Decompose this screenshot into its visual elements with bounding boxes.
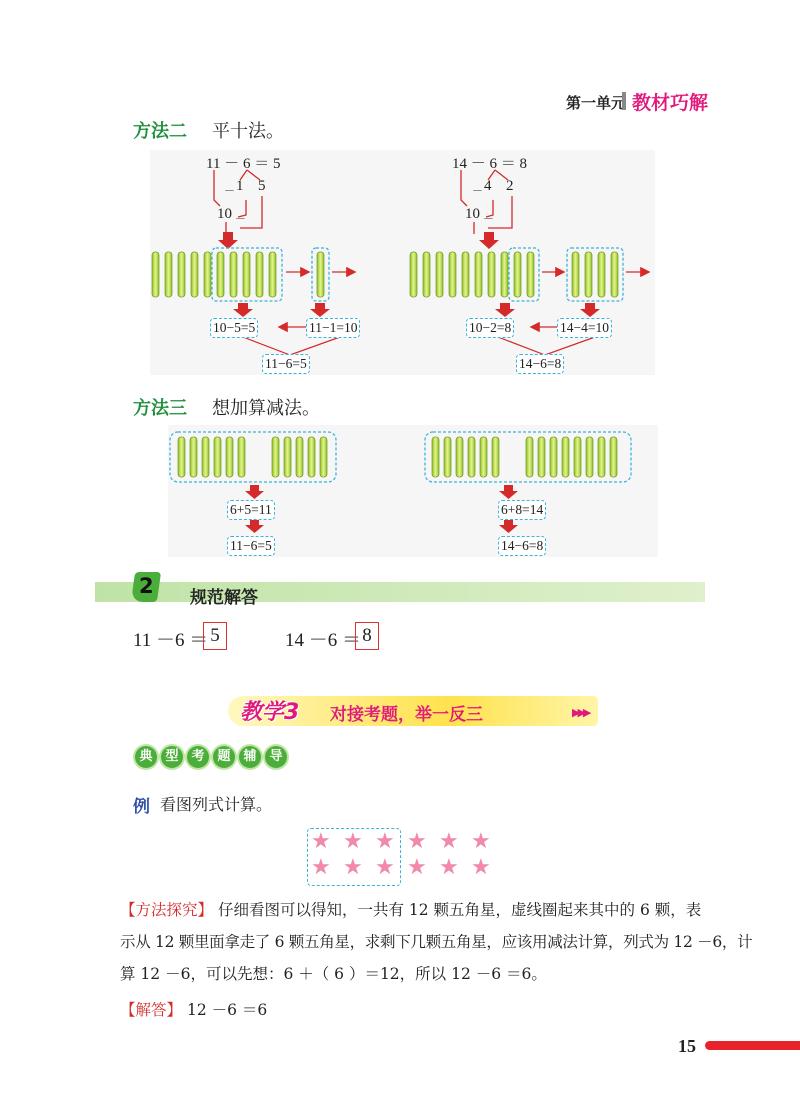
m2-left-sticks [152,252,324,297]
tag-char: 题 [213,746,235,768]
banner-arrows-icon: ▶▶▶ [572,706,589,719]
star-icon: ★ [471,855,491,880]
star-icon: ★ [407,855,427,880]
tag-char: 辅 [239,746,261,768]
example-text: 看图列式计算。 [160,795,273,814]
section2-title: 规范解答 [190,588,258,608]
m2-left-decomp-lines [214,170,262,234]
page-number: 15 [678,1036,696,1056]
m2-right-box2: 14−4=10 [557,318,612,338]
m3-right-add: 6+8=14 [498,500,546,520]
m2-right-op2: － [483,213,494,225]
m2-right-equation: 14 － 6 ＝ 8 [452,156,528,172]
answer-line [120,994,267,1026]
m2-right-n1: 4 [484,178,492,194]
star-icon: ★ [439,829,459,854]
m2-left-ten: 10 [217,206,232,222]
star-icon: ★ [375,829,395,854]
method2-desc: 平十法。 [212,121,284,142]
m3-left-sub: 11−6=5 [227,536,275,556]
star-icon: ★ [343,829,363,854]
tag-char: 型 [161,746,183,768]
m2-left-op1: － [224,185,235,197]
m2-left-n2: 5 [258,178,266,194]
tag-char: 导 [265,746,287,768]
m2-right-decomp-lines [461,170,512,234]
m2-left-down-arrow [218,232,238,249]
m2-right-box1: 10−2=8 [466,318,514,338]
tag-char: 考 [187,746,209,768]
m2-right-down-arrow [479,232,499,249]
answer2-box: 8 [355,622,379,650]
m2-right-sticks [410,252,618,297]
method3-desc: 想加算减法。 [212,398,320,419]
m2-left-equation: 11 － 6 ＝ 5 [206,156,281,172]
m2-left-op2: － [235,213,246,225]
example-label: 例 [133,797,150,817]
m3-right-sub: 14−6=8 [498,536,546,556]
star-icon: ★ [375,855,395,880]
answer1-box: 5 [203,622,227,650]
typical-question-tags [135,746,287,768]
star-icon: ★ [343,855,363,880]
unit-label: 第一单元 [566,94,627,112]
tag-char: 典 [135,746,157,768]
star-icon: ★ [471,829,491,854]
page-number-bar [705,1041,800,1050]
section2-number: 2 [139,574,154,598]
m2-right-two-box [509,248,539,301]
method2-label: 方法二 [133,121,187,142]
m3-left-add: 6+5=11 [227,500,275,520]
section2-bar [95,582,705,602]
explore-line2: 示从 12 颗里面拿走了 6 颗五角星，求剩下几颗五角星，应该用减法计算，列式为 12 －6，计 [120,933,753,951]
m2-left-box2: 11−1=10 [306,318,360,338]
explore-line1: 仔细看图可以得知，一共有 12 颗五角星，虚线圈起来其中的 6 颗，表 [217,901,702,919]
answer1-expr: 11 －6 ＝ [133,630,209,651]
m2-left-box1: 10−5=5 [210,318,258,338]
m2-right-result: 14−6=8 [516,354,564,374]
explore-paragraph [120,894,753,990]
method3-label: 方法三 [133,398,187,419]
m2-left-n1: 1 [236,178,244,194]
m2-right-op1: － [472,185,483,197]
m2-right-n2: 2 [506,178,514,194]
m2-left-result: 11−6=5 [262,354,310,374]
explore-label: 【方法探究】 [120,901,214,919]
star-icon: ★ [439,855,459,880]
star-icon: ★ [311,829,331,854]
m2-right-ten: 10 [465,206,480,222]
star-icon: ★ [407,829,427,854]
header-title: 教材巧解 [632,92,709,114]
banner-prefix: 教学3 [240,700,300,725]
answer2-expr: 14 －6 ＝ [285,630,362,651]
stars-grid [311,829,503,881]
answer-label: 【解答】 [120,1001,183,1019]
banner-title: 对接考题，举一反三 [330,705,483,725]
explore-line3: 算 12 －6，可以先想：6 ＋（ 6 ）＝12，所以 12 －6 ＝6。 [120,965,547,983]
star-icon: ★ [311,855,331,880]
answer-text: 12 －6 ＝6 [186,1001,268,1019]
